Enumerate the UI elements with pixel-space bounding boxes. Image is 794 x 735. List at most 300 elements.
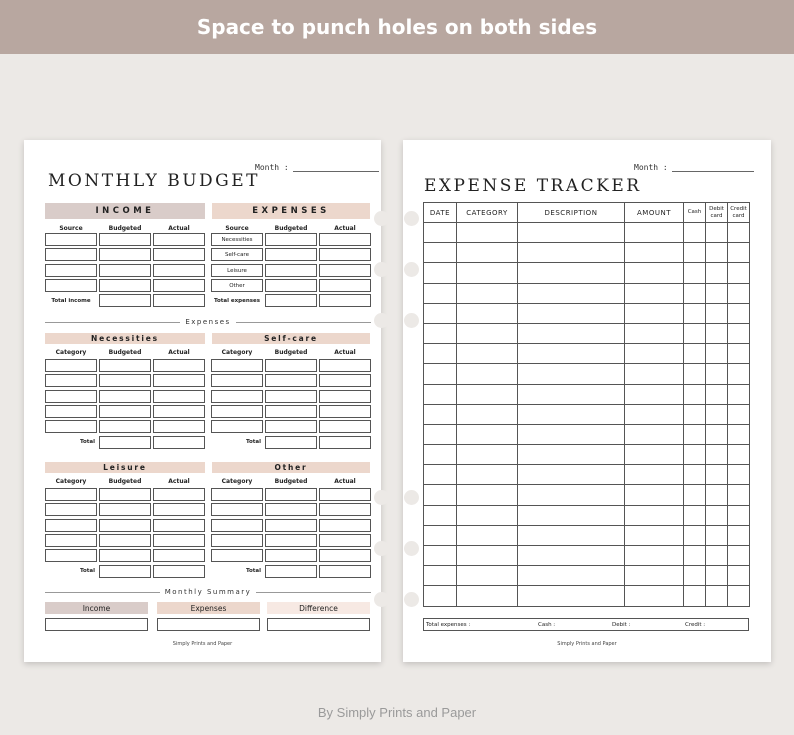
table-cell[interactable]: [728, 303, 750, 323]
punch-hole: [404, 313, 419, 328]
necessities-header: Necessities: [45, 333, 205, 344]
income-cell[interactable]: [45, 248, 97, 261]
table-row: [424, 445, 750, 465]
table-cell[interactable]: [457, 485, 518, 505]
table-cell[interactable]: [457, 283, 518, 303]
table-cell[interactable]: [706, 546, 728, 566]
table-cell[interactable]: [457, 546, 518, 566]
punch-hole: [374, 592, 389, 607]
income-cell[interactable]: [99, 248, 151, 261]
expense-source-cell: [211, 264, 263, 277]
table-cell[interactable]: [706, 384, 728, 404]
income-cell[interactable]: [153, 294, 205, 307]
table-cell[interactable]: [518, 404, 625, 424]
table-cell[interactable]: [728, 505, 750, 525]
self-care-cell[interactable]: [319, 359, 371, 372]
table-row: [424, 586, 750, 606]
table-cell[interactable]: [424, 445, 457, 465]
table-cell[interactable]: [728, 424, 750, 444]
table-cell[interactable]: [625, 404, 684, 424]
expense-cell[interactable]: [265, 264, 317, 277]
other-cell[interactable]: [211, 534, 263, 547]
table-cell[interactable]: [457, 445, 518, 465]
table-cell[interactable]: [684, 344, 706, 364]
expense-cell[interactable]: [265, 294, 317, 307]
leisure-cell[interactable]: [153, 503, 205, 516]
col-date: DATE: [424, 203, 457, 223]
income-header: INCOME: [45, 203, 205, 219]
self-care-cell[interactable]: [319, 436, 371, 449]
table-cell[interactable]: [518, 323, 625, 343]
leisure-cell[interactable]: [153, 519, 205, 532]
other-cell[interactable]: [319, 549, 371, 562]
table-row: [424, 546, 750, 566]
table-cell[interactable]: [706, 364, 728, 384]
table-cell[interactable]: [625, 586, 684, 606]
necessities-cell[interactable]: [45, 390, 97, 403]
income-cell[interactable]: [99, 233, 151, 246]
table-cell[interactable]: [684, 404, 706, 424]
leisure-cell[interactable]: [153, 488, 205, 501]
table-cell[interactable]: [706, 283, 728, 303]
leisure-cell[interactable]: [99, 534, 151, 547]
summary-title: Monthly Summary: [164, 588, 252, 596]
leisure-cell[interactable]: [99, 488, 151, 501]
other-cell[interactable]: [319, 503, 371, 516]
table-cell[interactable]: [684, 485, 706, 505]
table-cell[interactable]: [424, 404, 457, 424]
table-cell[interactable]: [706, 505, 728, 525]
expense-cell[interactable]: [265, 248, 317, 261]
other-cell[interactable]: [211, 503, 263, 516]
table-cell[interactable]: [706, 586, 728, 606]
table-cell[interactable]: [457, 303, 518, 323]
table-cell[interactable]: [706, 263, 728, 283]
totals-expenses-label: Total expenses :: [426, 622, 471, 628]
table-cell[interactable]: [625, 243, 684, 263]
punch-hole: [374, 262, 389, 277]
necessities-cell[interactable]: [153, 405, 205, 418]
table-cell[interactable]: [457, 364, 518, 384]
necessities-cell[interactable]: [153, 390, 205, 403]
summary-expenses-header: Expenses: [157, 602, 260, 614]
self-care-cell[interactable]: [265, 436, 317, 449]
income-cell[interactable]: [99, 294, 151, 307]
col-amount: AMOUNT: [625, 203, 684, 223]
table-cell[interactable]: [424, 546, 457, 566]
table-cell[interactable]: [706, 323, 728, 343]
necessities-cell[interactable]: [153, 420, 205, 433]
punch-hole: [374, 313, 389, 328]
table-cell[interactable]: [424, 586, 457, 606]
table-cell[interactable]: [728, 445, 750, 465]
table-cell[interactable]: [457, 344, 518, 364]
table-cell[interactable]: [424, 525, 457, 545]
table-row: [424, 525, 750, 545]
self-care-cell[interactable]: [265, 374, 317, 387]
income-cell[interactable]: [45, 233, 97, 246]
table-cell[interactable]: [684, 283, 706, 303]
table-cell[interactable]: [728, 384, 750, 404]
table-cell[interactable]: [706, 566, 728, 586]
other-col-header: Actual: [334, 478, 356, 485]
table-cell[interactable]: [457, 586, 518, 606]
punch-hole: [374, 541, 389, 556]
table-cell[interactable]: [457, 223, 518, 243]
table-cell[interactable]: [625, 303, 684, 323]
income-col-source: Source: [59, 225, 83, 232]
income-cell[interactable]: [153, 248, 205, 261]
table-cell[interactable]: [457, 424, 518, 444]
table-cell[interactable]: [424, 424, 457, 444]
table-cell[interactable]: [424, 364, 457, 384]
punch-hole: [374, 490, 389, 505]
leisure-cell[interactable]: [153, 549, 205, 562]
table-cell[interactable]: [706, 243, 728, 263]
table-cell[interactable]: [518, 263, 625, 283]
expense-source-cell: [211, 233, 263, 246]
table-cell[interactable]: [625, 364, 684, 384]
table-cell[interactable]: [625, 323, 684, 343]
expense-cell[interactable]: [319, 294, 371, 307]
income-col-budgeted: Budgeted: [108, 225, 142, 232]
other-cell[interactable]: [211, 488, 263, 501]
other-cell[interactable]: [211, 519, 263, 532]
punch-hole: [404, 490, 419, 505]
leisure-col-header: Category: [55, 478, 87, 485]
leisure-total-label: Total: [79, 567, 95, 574]
expense-cell[interactable]: [319, 233, 371, 246]
month-line[interactable]: [293, 164, 379, 172]
table-cell[interactable]: [728, 404, 750, 424]
table-cell[interactable]: [518, 566, 625, 586]
tracker-month-field: [634, 163, 754, 172]
other-cell[interactable]: [265, 503, 317, 516]
table-cell[interactable]: [518, 505, 625, 525]
table-cell[interactable]: [518, 303, 625, 323]
table-cell[interactable]: [684, 505, 706, 525]
table-cell[interactable]: [706, 525, 728, 545]
table-row: [424, 303, 750, 323]
self-care-cell[interactable]: [265, 359, 317, 372]
income-cell[interactable]: [153, 264, 205, 277]
table-cell[interactable]: [706, 424, 728, 444]
leisure-cell[interactable]: [45, 519, 97, 532]
leisure-cell[interactable]: [99, 503, 151, 516]
page-title: MONTHLY BUDGET: [48, 171, 260, 191]
necessities-cell[interactable]: [99, 359, 151, 372]
table-cell[interactable]: [706, 445, 728, 465]
left-footer: Simply Prints and Paper: [172, 641, 233, 647]
expense-cell[interactable]: [319, 279, 371, 292]
table-cell[interactable]: [424, 323, 457, 343]
necessities-cell[interactable]: [45, 405, 97, 418]
expense-cell[interactable]: [319, 248, 371, 261]
income-cell[interactable]: [45, 264, 97, 277]
expenses-col-actual: Actual: [334, 225, 356, 232]
table-cell[interactable]: [625, 505, 684, 525]
self-care-cell[interactable]: [265, 405, 317, 418]
table-cell[interactable]: [625, 485, 684, 505]
table-cell[interactable]: [728, 364, 750, 384]
self-care-cell[interactable]: [319, 405, 371, 418]
table-cell[interactable]: [728, 566, 750, 586]
total-expenses-label: Total expenses: [213, 298, 261, 304]
table-cell[interactable]: [728, 485, 750, 505]
self-care-cell[interactable]: [319, 374, 371, 387]
table-cell[interactable]: [728, 283, 750, 303]
expense-source-label: Necessities: [221, 237, 253, 243]
table-row: [424, 283, 750, 303]
table-row: [424, 505, 750, 525]
expenses-divider-label: Expenses: [185, 318, 231, 326]
self-care-cell[interactable]: [319, 390, 371, 403]
table-row: [424, 344, 750, 364]
other-cell[interactable]: [319, 519, 371, 532]
other-col-header: Category: [221, 478, 253, 485]
table-cell[interactable]: [684, 586, 706, 606]
top-banner: [0, 0, 794, 54]
other-col-header: Budgeted: [274, 478, 308, 485]
table-cell[interactable]: [424, 344, 457, 364]
table-cell[interactable]: [684, 546, 706, 566]
leisure-cell[interactable]: [45, 503, 97, 516]
leisure-cell[interactable]: [153, 565, 205, 578]
other-cell[interactable]: [265, 534, 317, 547]
leisure-cell[interactable]: [153, 534, 205, 547]
necessities-col-header: Category: [55, 349, 87, 356]
income-cell[interactable]: [99, 264, 151, 277]
col-category: CATEGORY: [457, 203, 518, 223]
table-cell[interactable]: [457, 404, 518, 424]
summary-expenses-box[interactable]: [157, 618, 260, 631]
necessities-cell[interactable]: [45, 420, 97, 433]
self-care-cell[interactable]: [265, 420, 317, 433]
table-cell[interactable]: [706, 303, 728, 323]
table-cell[interactable]: [625, 344, 684, 364]
month-label: Month :: [255, 163, 289, 172]
necessities-cell[interactable]: [45, 374, 97, 387]
table-cell[interactable]: [728, 465, 750, 485]
table-cell[interactable]: [684, 465, 706, 485]
table-cell[interactable]: [625, 465, 684, 485]
table-cell[interactable]: [684, 424, 706, 444]
summary-difference-box[interactable]: [267, 618, 370, 631]
table-cell[interactable]: [518, 586, 625, 606]
table-cell[interactable]: [684, 364, 706, 384]
table-row: [424, 566, 750, 586]
table-cell[interactable]: [684, 223, 706, 243]
self-care-cell[interactable]: [211, 420, 263, 433]
necessities-total-label: Total: [79, 438, 95, 445]
table-cell[interactable]: [728, 243, 750, 263]
leisure-cell[interactable]: [45, 534, 97, 547]
table-cell[interactable]: [424, 505, 457, 525]
table-row: [424, 424, 750, 444]
table-cell[interactable]: [625, 283, 684, 303]
table-cell[interactable]: [424, 485, 457, 505]
self-care-cell[interactable]: [211, 405, 263, 418]
table-cell[interactable]: [684, 566, 706, 586]
income-col-actual: Actual: [168, 225, 190, 232]
table-cell[interactable]: [625, 424, 684, 444]
table-cell[interactable]: [728, 546, 750, 566]
table-cell[interactable]: [684, 384, 706, 404]
table-cell[interactable]: [424, 384, 457, 404]
table-cell[interactable]: [625, 525, 684, 545]
income-cell[interactable]: [153, 233, 205, 246]
self-care-cell[interactable]: [211, 359, 263, 372]
table-cell[interactable]: [424, 263, 457, 283]
expense-cell[interactable]: [319, 264, 371, 277]
table-cell[interactable]: [684, 243, 706, 263]
table-cell[interactable]: [684, 525, 706, 545]
table-cell[interactable]: [457, 525, 518, 545]
table-cell[interactable]: [684, 263, 706, 283]
table-cell[interactable]: [518, 364, 625, 384]
table-cell[interactable]: [518, 283, 625, 303]
col-credit-card: Credit card: [728, 203, 750, 223]
income-cell[interactable]: [153, 279, 205, 292]
expense-cell[interactable]: [265, 233, 317, 246]
expense-table-body: [424, 223, 750, 607]
table-cell[interactable]: [518, 384, 625, 404]
total-income-label: Total income: [51, 298, 91, 304]
income-cell[interactable]: [45, 279, 97, 292]
table-cell[interactable]: [706, 404, 728, 424]
table-cell[interactable]: [424, 303, 457, 323]
summary-difference-header: Difference: [267, 602, 370, 614]
expense-source-cell: [211, 248, 263, 261]
table-row: [424, 323, 750, 343]
table-cell[interactable]: [518, 485, 625, 505]
table-cell[interactable]: [684, 445, 706, 465]
table-cell[interactable]: [684, 323, 706, 343]
table-cell[interactable]: [706, 465, 728, 485]
tracker-month-line[interactable]: [672, 164, 754, 172]
table-row: [424, 404, 750, 424]
expenses-col-budgeted: Budgeted: [274, 225, 308, 232]
other-cell[interactable]: [319, 488, 371, 501]
totals-credit-label: Credit :: [685, 622, 706, 628]
table-cell[interactable]: [457, 505, 518, 525]
expense-source-label: Other: [229, 282, 245, 289]
table-cell[interactable]: [625, 223, 684, 243]
table-cell[interactable]: [728, 263, 750, 283]
punch-hole: [374, 211, 389, 226]
table-cell[interactable]: [424, 283, 457, 303]
table-cell[interactable]: [706, 344, 728, 364]
leisure-cell[interactable]: [45, 488, 97, 501]
table-cell[interactable]: [457, 323, 518, 343]
table-cell[interactable]: [728, 223, 750, 243]
table-cell[interactable]: [518, 344, 625, 364]
totals-bar[interactable]: [423, 618, 749, 631]
self-care-cell[interactable]: [211, 374, 263, 387]
table-cell[interactable]: [457, 566, 518, 586]
other-cell[interactable]: [319, 534, 371, 547]
other-cell[interactable]: [265, 519, 317, 532]
self-care-cell[interactable]: [265, 390, 317, 403]
other-cell[interactable]: [265, 488, 317, 501]
table-cell[interactable]: [625, 546, 684, 566]
table-row: [424, 243, 750, 263]
necessities-cell[interactable]: [153, 359, 205, 372]
table-cell[interactable]: [625, 263, 684, 283]
expenses-header: EXPENSES: [212, 203, 370, 219]
table-cell[interactable]: [518, 243, 625, 263]
other-cell[interactable]: [319, 565, 371, 578]
table-cell[interactable]: [424, 566, 457, 586]
table-cell[interactable]: [457, 384, 518, 404]
table-cell[interactable]: [684, 303, 706, 323]
table-cell[interactable]: [518, 424, 625, 444]
table-cell[interactable]: [424, 223, 457, 243]
table-cell[interactable]: [728, 525, 750, 545]
other-cell[interactable]: [265, 565, 317, 578]
table-cell[interactable]: [518, 546, 625, 566]
leisure-cell[interactable]: [99, 519, 151, 532]
table-row: [424, 485, 750, 505]
table-cell[interactable]: [457, 243, 518, 263]
table-cell[interactable]: [728, 344, 750, 364]
necessities-cell[interactable]: [153, 374, 205, 387]
other-cell[interactable]: [265, 549, 317, 562]
self-care-cell[interactable]: [319, 420, 371, 433]
table-cell[interactable]: [424, 465, 457, 485]
table-cell[interactable]: [625, 566, 684, 586]
necessities-cell[interactable]: [153, 436, 205, 449]
necessities-cell[interactable]: [99, 405, 151, 418]
totals-cash-label: Cash :: [538, 622, 556, 628]
income-cell[interactable]: [99, 279, 151, 292]
table-cell[interactable]: [518, 465, 625, 485]
table-cell[interactable]: [625, 384, 684, 404]
leisure-cell[interactable]: [45, 549, 97, 562]
table-cell[interactable]: [424, 243, 457, 263]
necessities-cell[interactable]: [99, 420, 151, 433]
expense-cell[interactable]: [265, 279, 317, 292]
necessities-cell[interactable]: [99, 374, 151, 387]
summary-income-box[interactable]: [45, 618, 148, 631]
banner-text: Space to punch holes on both sides: [196, 15, 598, 39]
leisure-cell[interactable]: [99, 549, 151, 562]
totals-debit-label: Debit :: [612, 622, 631, 628]
table-cell[interactable]: [728, 586, 750, 606]
table-cell[interactable]: [728, 323, 750, 343]
table-cell[interactable]: [457, 465, 518, 485]
tracker-title: EXPENSE TRACKER: [424, 176, 642, 196]
self-care-cell[interactable]: [211, 390, 263, 403]
other-cell[interactable]: [211, 549, 263, 562]
necessities-cell[interactable]: [99, 436, 151, 449]
credit-line: By Simply Prints and Paper: [317, 705, 477, 720]
tracker-month-label: Month :: [634, 163, 668, 172]
table-cell[interactable]: [518, 445, 625, 465]
month-field: [255, 163, 379, 172]
table-cell[interactable]: [518, 223, 625, 243]
necessities-cell[interactable]: [99, 390, 151, 403]
leisure-cell[interactable]: [99, 565, 151, 578]
table-cell[interactable]: [518, 525, 625, 545]
table-cell[interactable]: [706, 485, 728, 505]
table-cell[interactable]: [706, 223, 728, 243]
self-care-header: Self-care: [212, 333, 370, 344]
table-cell[interactable]: [457, 263, 518, 283]
table-cell[interactable]: [625, 445, 684, 465]
necessities-cell[interactable]: [45, 359, 97, 372]
expense-source-label: Self-care: [225, 252, 249, 259]
